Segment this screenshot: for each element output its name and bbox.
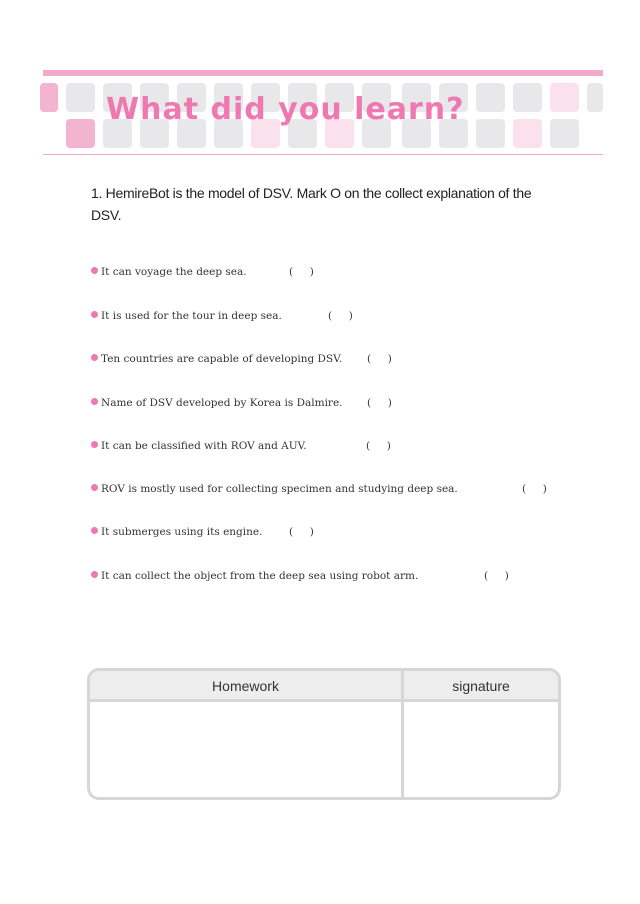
banner-tile [550, 119, 579, 148]
answer-blank[interactable]: ( ) [328, 310, 353, 322]
homework-cell[interactable] [90, 702, 401, 797]
list-item [91, 308, 353, 324]
bullet-dot-icon [91, 484, 98, 491]
statement-text: It can be classified with ROV and AUV. [101, 440, 307, 452]
answer-blank[interactable]: ( ) [484, 570, 509, 582]
banner-tile [513, 119, 542, 148]
list-item [91, 568, 509, 584]
question-text: 1. HemireBot is the model of DSV. Mark O on the collect explanation of the DSV. [91, 185, 532, 223]
list-item [91, 438, 391, 454]
bullet-dot-icon [91, 527, 98, 534]
bullet-dot-icon [91, 267, 98, 274]
banner-tile [66, 119, 95, 148]
banner-top-stripe [43, 70, 603, 76]
answer-blank[interactable]: ( ) [522, 483, 547, 495]
banner-bottom-rule [43, 154, 603, 155]
list-item [91, 395, 392, 411]
signature-cell[interactable] [404, 702, 558, 797]
statement-text: It can voyage the deep sea. [101, 266, 247, 278]
signature-header: signature [452, 678, 510, 694]
bullet-dot-icon [91, 441, 98, 448]
statement-text: It is used for the tour in deep sea. [101, 310, 282, 322]
bullet-dot-icon [91, 311, 98, 318]
answer-blank[interactable]: ( ) [367, 397, 392, 409]
list-item [91, 264, 314, 280]
list-item [91, 524, 314, 540]
list-item [91, 351, 392, 367]
statement-text: ROV is mostly used for collecting specimen and studying deep sea. [101, 483, 458, 495]
banner-tile [476, 83, 505, 112]
banner-tile [513, 83, 542, 112]
bullet-dot-icon [91, 571, 98, 578]
answer-blank[interactable]: ( ) [366, 440, 391, 452]
statement-text: Name of DSV developed by Korea is Dalmire. [101, 397, 343, 409]
answer-blank[interactable]: ( ) [289, 266, 314, 278]
statement-text: Ten countries are capable of developing DSV. [101, 353, 343, 365]
statement-text: It submerges using its engine. [101, 526, 263, 538]
bullet-dot-icon [91, 398, 98, 405]
statement-text: It can collect the object from the deep sea using robot arm. [101, 570, 419, 582]
homework-table [87, 668, 561, 800]
banner-tile [40, 83, 58, 112]
list-item [91, 481, 547, 497]
answer-blank[interactable]: ( ) [289, 526, 314, 538]
homework-header: Homework [212, 678, 279, 694]
answer-blank[interactable]: ( ) [367, 353, 392, 365]
banner-tile [66, 83, 95, 112]
banner-tile [550, 83, 579, 112]
bullet-dot-icon [91, 354, 98, 361]
banner-tile [476, 119, 505, 148]
banner-tile [587, 83, 603, 112]
page-title: What did you learn? [106, 92, 465, 127]
